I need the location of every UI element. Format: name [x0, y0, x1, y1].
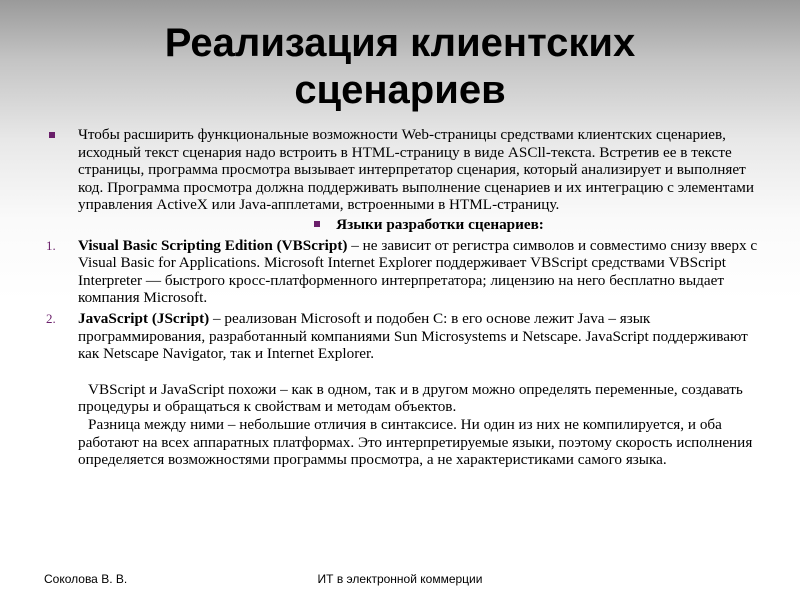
paragraph-difference: Разница между ними – небольшие отличия в синтаксисе. Ни один из них не компилируется, и оба работают на всех аппаратных платформах. Это интерпретируемые языки, поэтому скорость исполнения определяется возможностями программы просмотра, а не характеристиками самого языка.: [78, 415, 753, 469]
paragraph-similarity: VBScript и JavaScript похожи – как в одном, так и в другом можно определять переменные, создавать процедуры и обращаться к свойствам и методам объектов.: [78, 380, 743, 416]
square-bullet-icon: [49, 132, 55, 138]
square-bullet-icon: [314, 221, 320, 227]
list-item-term: Visual Basic Scripting Edition (VBScript): [78, 236, 348, 254]
subheading-text: Языки разработки сценариев:: [336, 215, 544, 233]
list-item-term: JavaScript (JScript): [78, 309, 210, 327]
list-item-text: – не зависит от регистра символов и совместимо снизу вверх с Visual Basic for Applications. Microsoft Internet Explorer поддерживает VBScript средствами VBScript Interpreter — быстрого кросс-платформенного интерпретатора; лицензию на него бесплатно выдает компания Microsoft.: [78, 236, 758, 307]
footer-author: Соколова В. В.: [44, 572, 128, 586]
title-line-2: сценариев: [294, 68, 506, 112]
intro-paragraph: [46, 126, 758, 214]
footer-course: ИТ в электронной коммерции: [317, 572, 483, 586]
slide-content: [46, 126, 758, 469]
list-item: [46, 310, 758, 363]
subheading: [46, 216, 758, 234]
list-item-text: – реализован Microsoft и подобен С: в его основе лежит Java – язык программирования, разработанный компаниями Sun Microsystems и Netscape. JavaScript поддерживают как Netscape Navigator, так и Internet Explorer.: [78, 309, 748, 363]
title-line-1: Реализация клиентских: [164, 21, 636, 65]
list-number: 2.: [46, 310, 56, 326]
intro-text: Чтобы расширить функциональные возможности Web-страницы средствами клиентских сценариев, исходный текст сценария надо встроить в HTML-страницу в виде ASCll-текста. Встретив ее в тексте страницы, программа просмотра вызывает интерпретатор сценария, который анализирует и выполняет код. Программа просмотра должна поддерживать выполнение сценариев и их интеграцию с элементами управления ActiveX или Java-апплетами, встроенными в HTML-страницу.: [78, 126, 755, 214]
list-item: [46, 237, 758, 307]
list-number: 1.: [46, 237, 56, 253]
slide-title: [0, 20, 800, 114]
